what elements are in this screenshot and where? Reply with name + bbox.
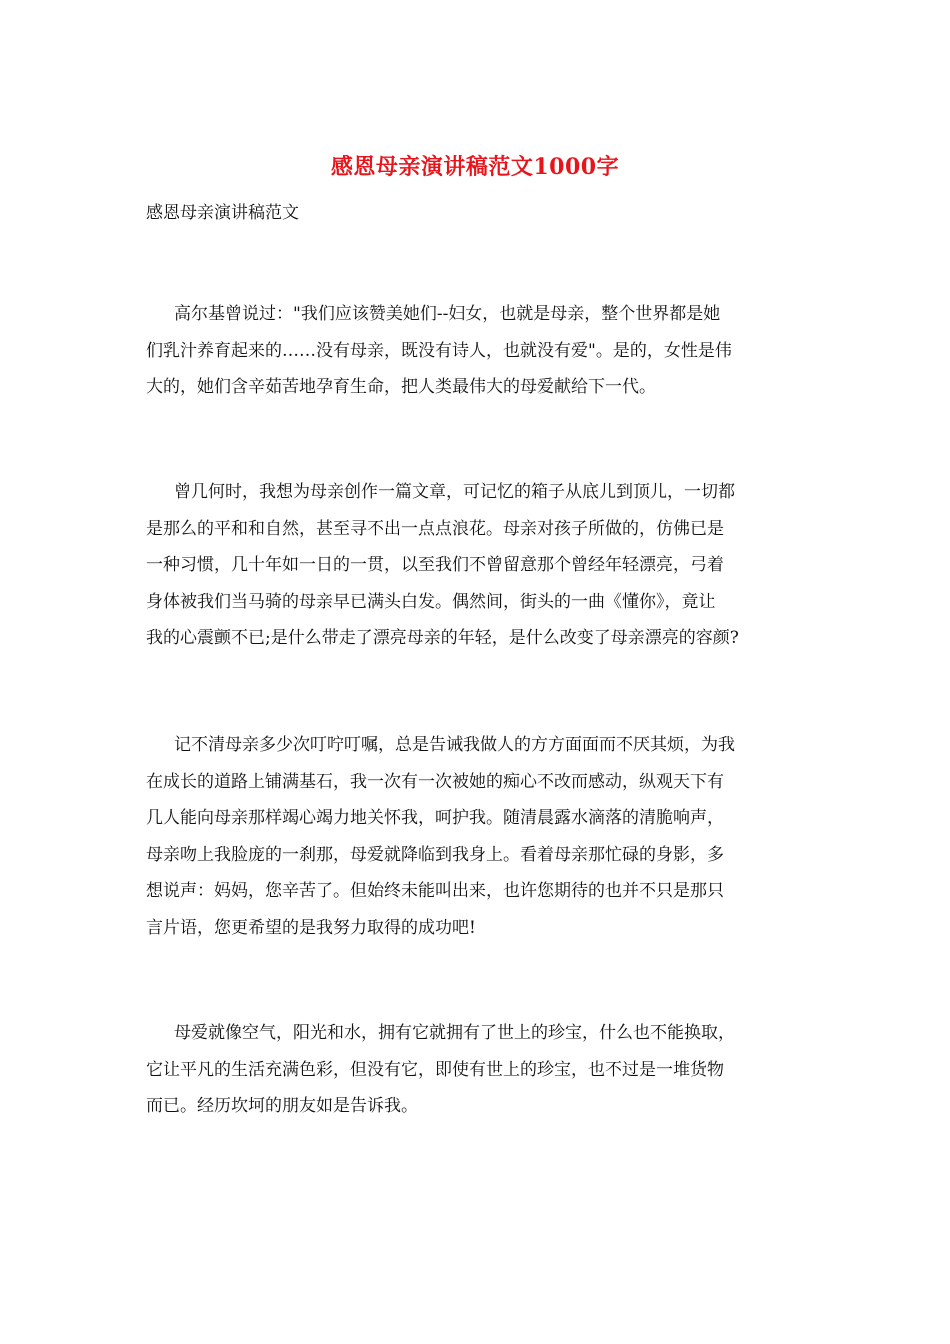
document-subtitle: 感恩母亲演讲稿范文 [146, 203, 299, 223]
paragraph-line: 一种习惯，几十年如一日的一贯，以至我们不曾留意那个曾经年轻漂亮，弓着 [146, 555, 724, 575]
paragraph-line: 是那么的平和和自然，甚至寻不出一点点浪花。母亲对孩子所做的，仿佛已是 [146, 518, 724, 539]
paragraph-line: 它让平凡的生活充满色彩，但没有它，即使有世上的珍宝，也不过是一堆货物 [146, 1059, 724, 1080]
paragraph-line: 母亲吻上我脸庞的一刹那，母爱就降临到我身上。看着母亲那忙碌的身影，多 [146, 844, 724, 865]
paragraph-line: 记不清母亲多少次叮咛叮嘱，总是告诫我做人的方方面面而不厌其烦，为我 [174, 735, 735, 755]
paragraph-line: 身体被我们当马骑的母亲早已满头白发。偶然间，街头的一曲《懂你》，竟让 [146, 591, 716, 612]
paragraph-4 [146, 1015, 836, 1125]
paragraph-line: 在成长的道路上铺满基石，我一次有一次被她的痴心不改而感动，纵观天下有 [146, 771, 724, 792]
paragraph-line: 们乳汁养育起来的……没有母亲，既没有诗人，也就没有爱"。是的，女性是伟 [146, 340, 732, 361]
paragraph-line: 大的，她们含辛茹苦地孕育生命，把人类最伟大的母爱献给下一代。 [146, 377, 656, 397]
paragraph-3 [146, 727, 836, 946]
paragraph-line: 高尔基曾说过："我们应该赞美她们--妇女，也就是母亲，整个世界都是她 [174, 304, 721, 324]
paragraph-1 [146, 296, 836, 406]
paragraph-line: 母爱就像空气，阳光和水，拥有它就拥有了世上的珍宝，什么也不能换取， [174, 1023, 735, 1043]
paragraph-line: 而已。经历坎坷的朋友如是告诉我。 [146, 1096, 418, 1116]
paragraph-line: 言片语，您更希望的是我努力取得的成功吧! [146, 917, 476, 938]
paragraph-line: 我的心震颤不已;是什么带走了漂亮母亲的年轻，是什么改变了母亲漂亮的容颜? [146, 628, 739, 648]
paragraph-2 [146, 474, 836, 657]
paragraph-line: 想说声：妈妈，您辛苦了。但始终未能叫出来，也许您期待的也并不只是那只 [146, 881, 724, 901]
paragraph-line: 曾几何时，我想为母亲创作一篇文章，可记忆的箱子从底儿到顶儿，一切都 [174, 482, 735, 502]
paragraph-line: 几人能向母亲那样竭心竭力地关怀我，呵护我。随清晨露水滴落的清脆响声， [146, 808, 724, 828]
document-title: 感恩母亲演讲稿范文1000字 [330, 154, 620, 180]
